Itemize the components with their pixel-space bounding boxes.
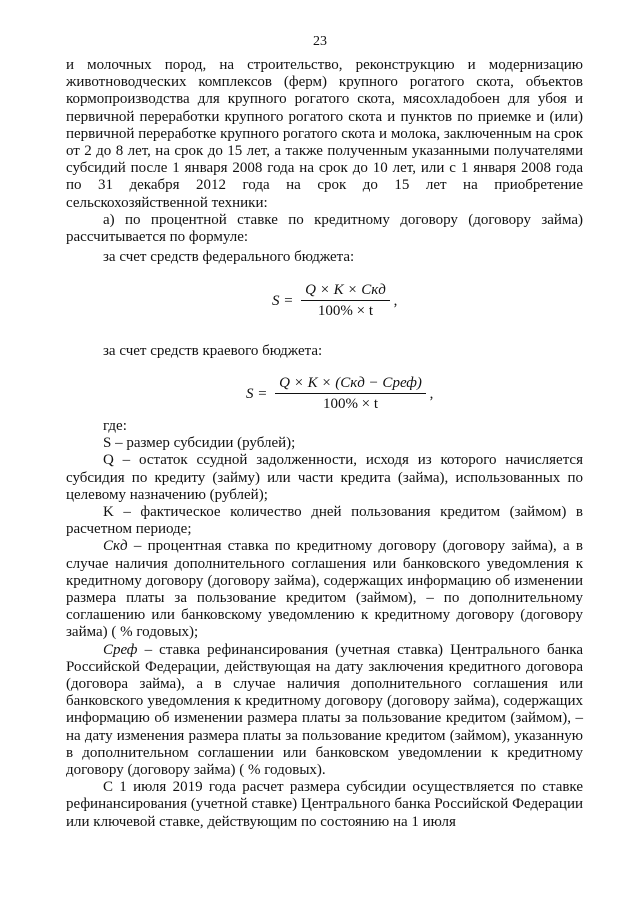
- definition-cref-text: – ставка рефинансирования (учетная ставка) Центрального банка Российской Федерации, действующая на дату заключения кредитного договора (договора займа), а в случае наличия дополнительного соглашения или банковского уведомления к кредитному договору (договору займа), содержащих информацию об изменении размера платы за пользование кредитом (займом), – на дату изменения размера платы за пользование кредитом (займом), указанную в дополнительном соглашении или банковском уведомлении к кредитному договору (договору займа) ( % годовых).: [66, 641, 583, 779]
- formula-federal: [272, 282, 397, 320]
- formula-regional-lhs: S =: [246, 385, 268, 402]
- formula-federal-comma: ,: [393, 292, 398, 309]
- definition-ckd-symbol: Cкд: [103, 538, 128, 555]
- formula-federal-denominator: 100% × t: [317, 303, 374, 319]
- formula-federal-numerator: Q × K × Cкд: [301, 282, 390, 301]
- formula-regional-fraction: [275, 375, 426, 413]
- formula-regional: [246, 375, 433, 413]
- definition-s: S – размер субсидии (рублей);: [103, 435, 296, 452]
- definitions-block: [66, 418, 583, 831]
- definition-ckd-text: – процентная ставка по кредитному договору (договору займа), а в случае наличия дополнительного соглашения или банковского уведомления к кредитному договору (договору займа), содержащих информацию об изменении размера платы за пользование кредитом (займом), – по дополнительному соглашению или банковскому уведомлению к кредитному договору (договору займа) ( % годовых);: [66, 538, 583, 641]
- final-paragraph: С 1 июля 2019 года расчет размера субсидии осуществляется по ставке рефинансирования (учетной ставке) Центрального банка Российской Федерации или ключевой ставке, действующим по состоянию на 1 июля: [66, 779, 583, 830]
- definition-cref: [66, 642, 583, 780]
- formula-federal-fraction: [301, 282, 390, 320]
- formula-regional-numerator: Q × K × (Cкд − Cреф): [275, 375, 426, 394]
- federal-label: за счет средств федерального бюджета:: [103, 249, 355, 265]
- definition-k: K – фактическое количество дней пользования кредитом (займом) в расчетном периоде;: [66, 504, 583, 538]
- page-number: 23: [313, 34, 327, 49]
- formula-federal-lhs: S =: [272, 292, 294, 309]
- intro-block: [66, 57, 583, 246]
- where-label: где:: [103, 418, 127, 434]
- definition-cref-symbol: Cреф: [103, 641, 138, 658]
- intro-paragraph: и молочных пород, на строительство, реконструкцию и модернизацию животноводческих комплексов (ферм) крупного рогатого скота, объектов кормопроизводства для крупного рогатого скота, мясохладобоен для убоя и первичной переработки крупного рогатого скота и пунктов по приемке и (или) первичной переработке крупного рогатого скота и молока, заключенным на срок от 2 до 8 лет, на срок до 15 лет, а также полученным указанными получателями субсидий после 1 января 2008 года на срок до 10 лет, или с 1 января 2008 года по 31 декабря 2012 года на срок до 15 лет на приобретение сельскохозяйственной техники:: [66, 57, 583, 211]
- formula-regional-denominator: 100% × t: [322, 396, 379, 412]
- regional-label: за счет средств краевого бюджета:: [103, 343, 323, 359]
- item-a-paragraph: а) по процентной ставке по кредитному договору (договору займа) рассчитывается по формуле:: [66, 211, 583, 246]
- formula-regional-comma: ,: [429, 385, 434, 402]
- definition-ckd: [66, 538, 583, 641]
- definition-q: Q – остаток ссудной задолженности, исходя из которого начисляется субсидия по кредиту (займу) или части кредита (займа), использованных по целевому назначению (рублей);: [66, 452, 583, 503]
